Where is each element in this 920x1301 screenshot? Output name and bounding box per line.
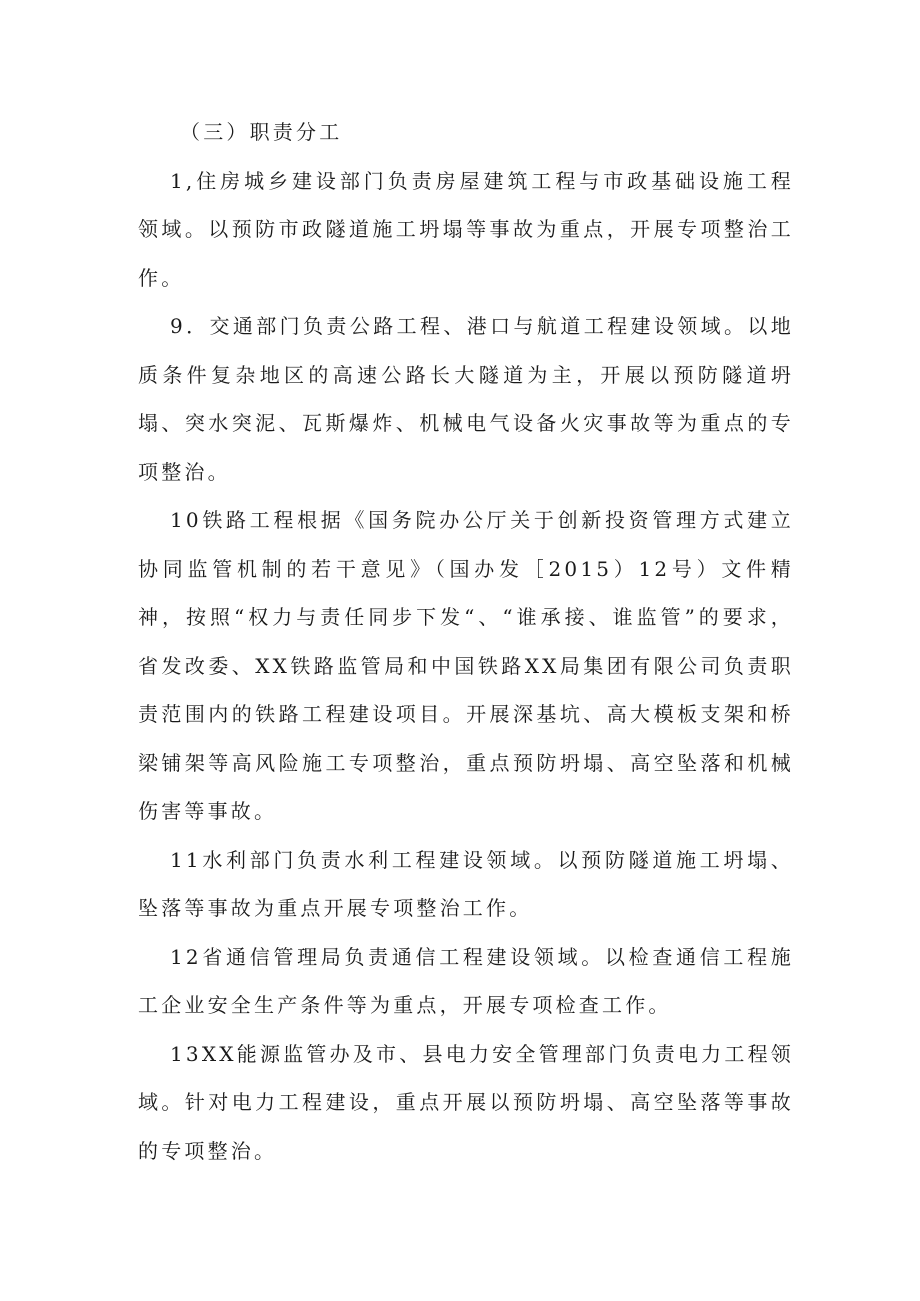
section-heading: （三）职责分工 bbox=[180, 120, 343, 144]
paragraph-power-engineering: 13XX能源监管办及市、县电力安全管理部门负责电力工程领域。针对电力工程建设，重点开展以预防坍塌、高空坠落等事故的专项整治。 bbox=[138, 1041, 794, 1163]
paragraph-transportation: 9．交通部门负责公路工程、港口与航道工程建设领域。以地质条件复杂地区的高速公路长大隧道为主，开展以预防隧道坍塌、突水突泥、瓦斯爆炸、机械电气设备火灾事故等为重点的专项整治。 bbox=[138, 314, 794, 484]
paragraph-housing-construction: 1,住房城乡建设部门负责房屋建筑工程与市政基础设施工程领域。以预防市政隧道施工坍塌等事故为重点，开展专项整治工作。 bbox=[138, 168, 794, 290]
paragraph-water-resources: 11水利部门负责水利工程建设领域。以预防隧道施工坍塌、坠落等事故为重点开展专项整治工作。 bbox=[138, 847, 794, 920]
document-body bbox=[138, 108, 794, 1175]
paragraph-railway: 10铁路工程根据《国务院办公厅关于创新投资管理方式建立协同监管机制的若干意见》（国办发［2015）12号）文件精神，按照“权力与责任同步下发“、“谁承接、谁监管”的要求，省发改委、XX铁路监管局和中国铁路XX局集团有限公司负责职责范围内的铁路工程建设项目。开展深基坑、高大模板支架和桥梁铺架等高风险施工专项整治，重点预防坍塌、高空坠落和机械伤害等事故。 bbox=[138, 508, 794, 823]
paragraph-communications: 12省通信管理局负责通信工程建设领域。以检查通信工程施工企业安全生产条件等为重点，开展专项检查工作。 bbox=[138, 944, 794, 1017]
